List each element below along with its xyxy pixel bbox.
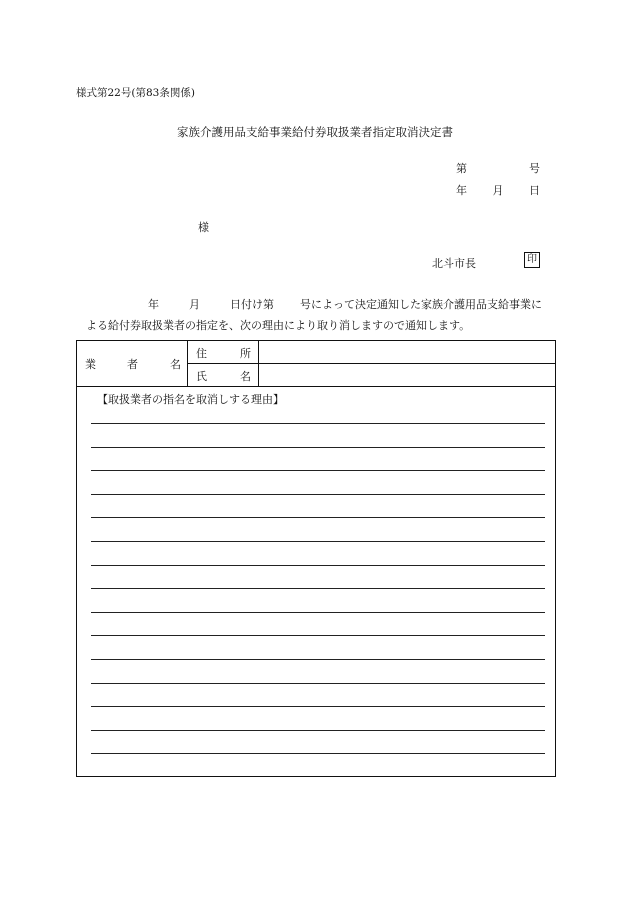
body-day-number: 日付け第 [230, 298, 274, 311]
writing-line [91, 517, 545, 518]
number-prefix: 第 [456, 162, 467, 175]
writing-line [91, 470, 545, 471]
writing-line [91, 753, 545, 754]
notice-body-line-1 [86, 294, 556, 315]
business-name-label: 業 者 名 [77, 341, 188, 386]
business-info-table [76, 340, 556, 777]
address-label: 住 所 [188, 341, 259, 364]
document-title: 家族介護用品支給事業給付券取扱業者指定取消決定書 [177, 125, 453, 139]
seal-mark: 印 [524, 252, 540, 268]
body-line-1-rest: 号によって決定通知した家族介護用品支給事業に [300, 298, 542, 311]
number-suffix: 号 [529, 162, 540, 175]
notice-body-line-2: よる給付券取扱業者の指定を、次の理由により取り消しますので通知します。 [86, 319, 471, 332]
reason-label: 【取扱業者の指名を取消しする理由】 [97, 393, 284, 406]
date-year: 年 [456, 184, 467, 197]
date-day: 日 [529, 184, 540, 197]
writing-line [91, 494, 545, 495]
writing-line [91, 447, 545, 448]
body-year: 年 [148, 298, 159, 311]
name-field[interactable] [259, 364, 555, 386]
issuer-name: 北斗市長 [432, 257, 476, 270]
writing-line [91, 541, 545, 542]
writing-line [91, 659, 545, 660]
writing-line [91, 635, 545, 636]
addressee-suffix: 様 [198, 221, 209, 234]
writing-line [91, 706, 545, 707]
document-date-line [456, 182, 540, 198]
notice-body [86, 294, 556, 336]
writing-line [91, 588, 545, 589]
form-number: 様式第22号(第83条関係) [76, 87, 195, 99]
writing-line [91, 612, 545, 613]
business-name-row [77, 341, 555, 387]
writing-line [91, 423, 545, 424]
writing-line [91, 730, 545, 731]
address-field[interactable] [259, 341, 555, 364]
writing-line [91, 683, 545, 684]
body-month: 月 [189, 298, 200, 311]
document-number-line [456, 160, 540, 176]
name-label: 氏 名 [188, 364, 259, 386]
date-month: 月 [492, 184, 504, 197]
writing-line [91, 565, 545, 566]
